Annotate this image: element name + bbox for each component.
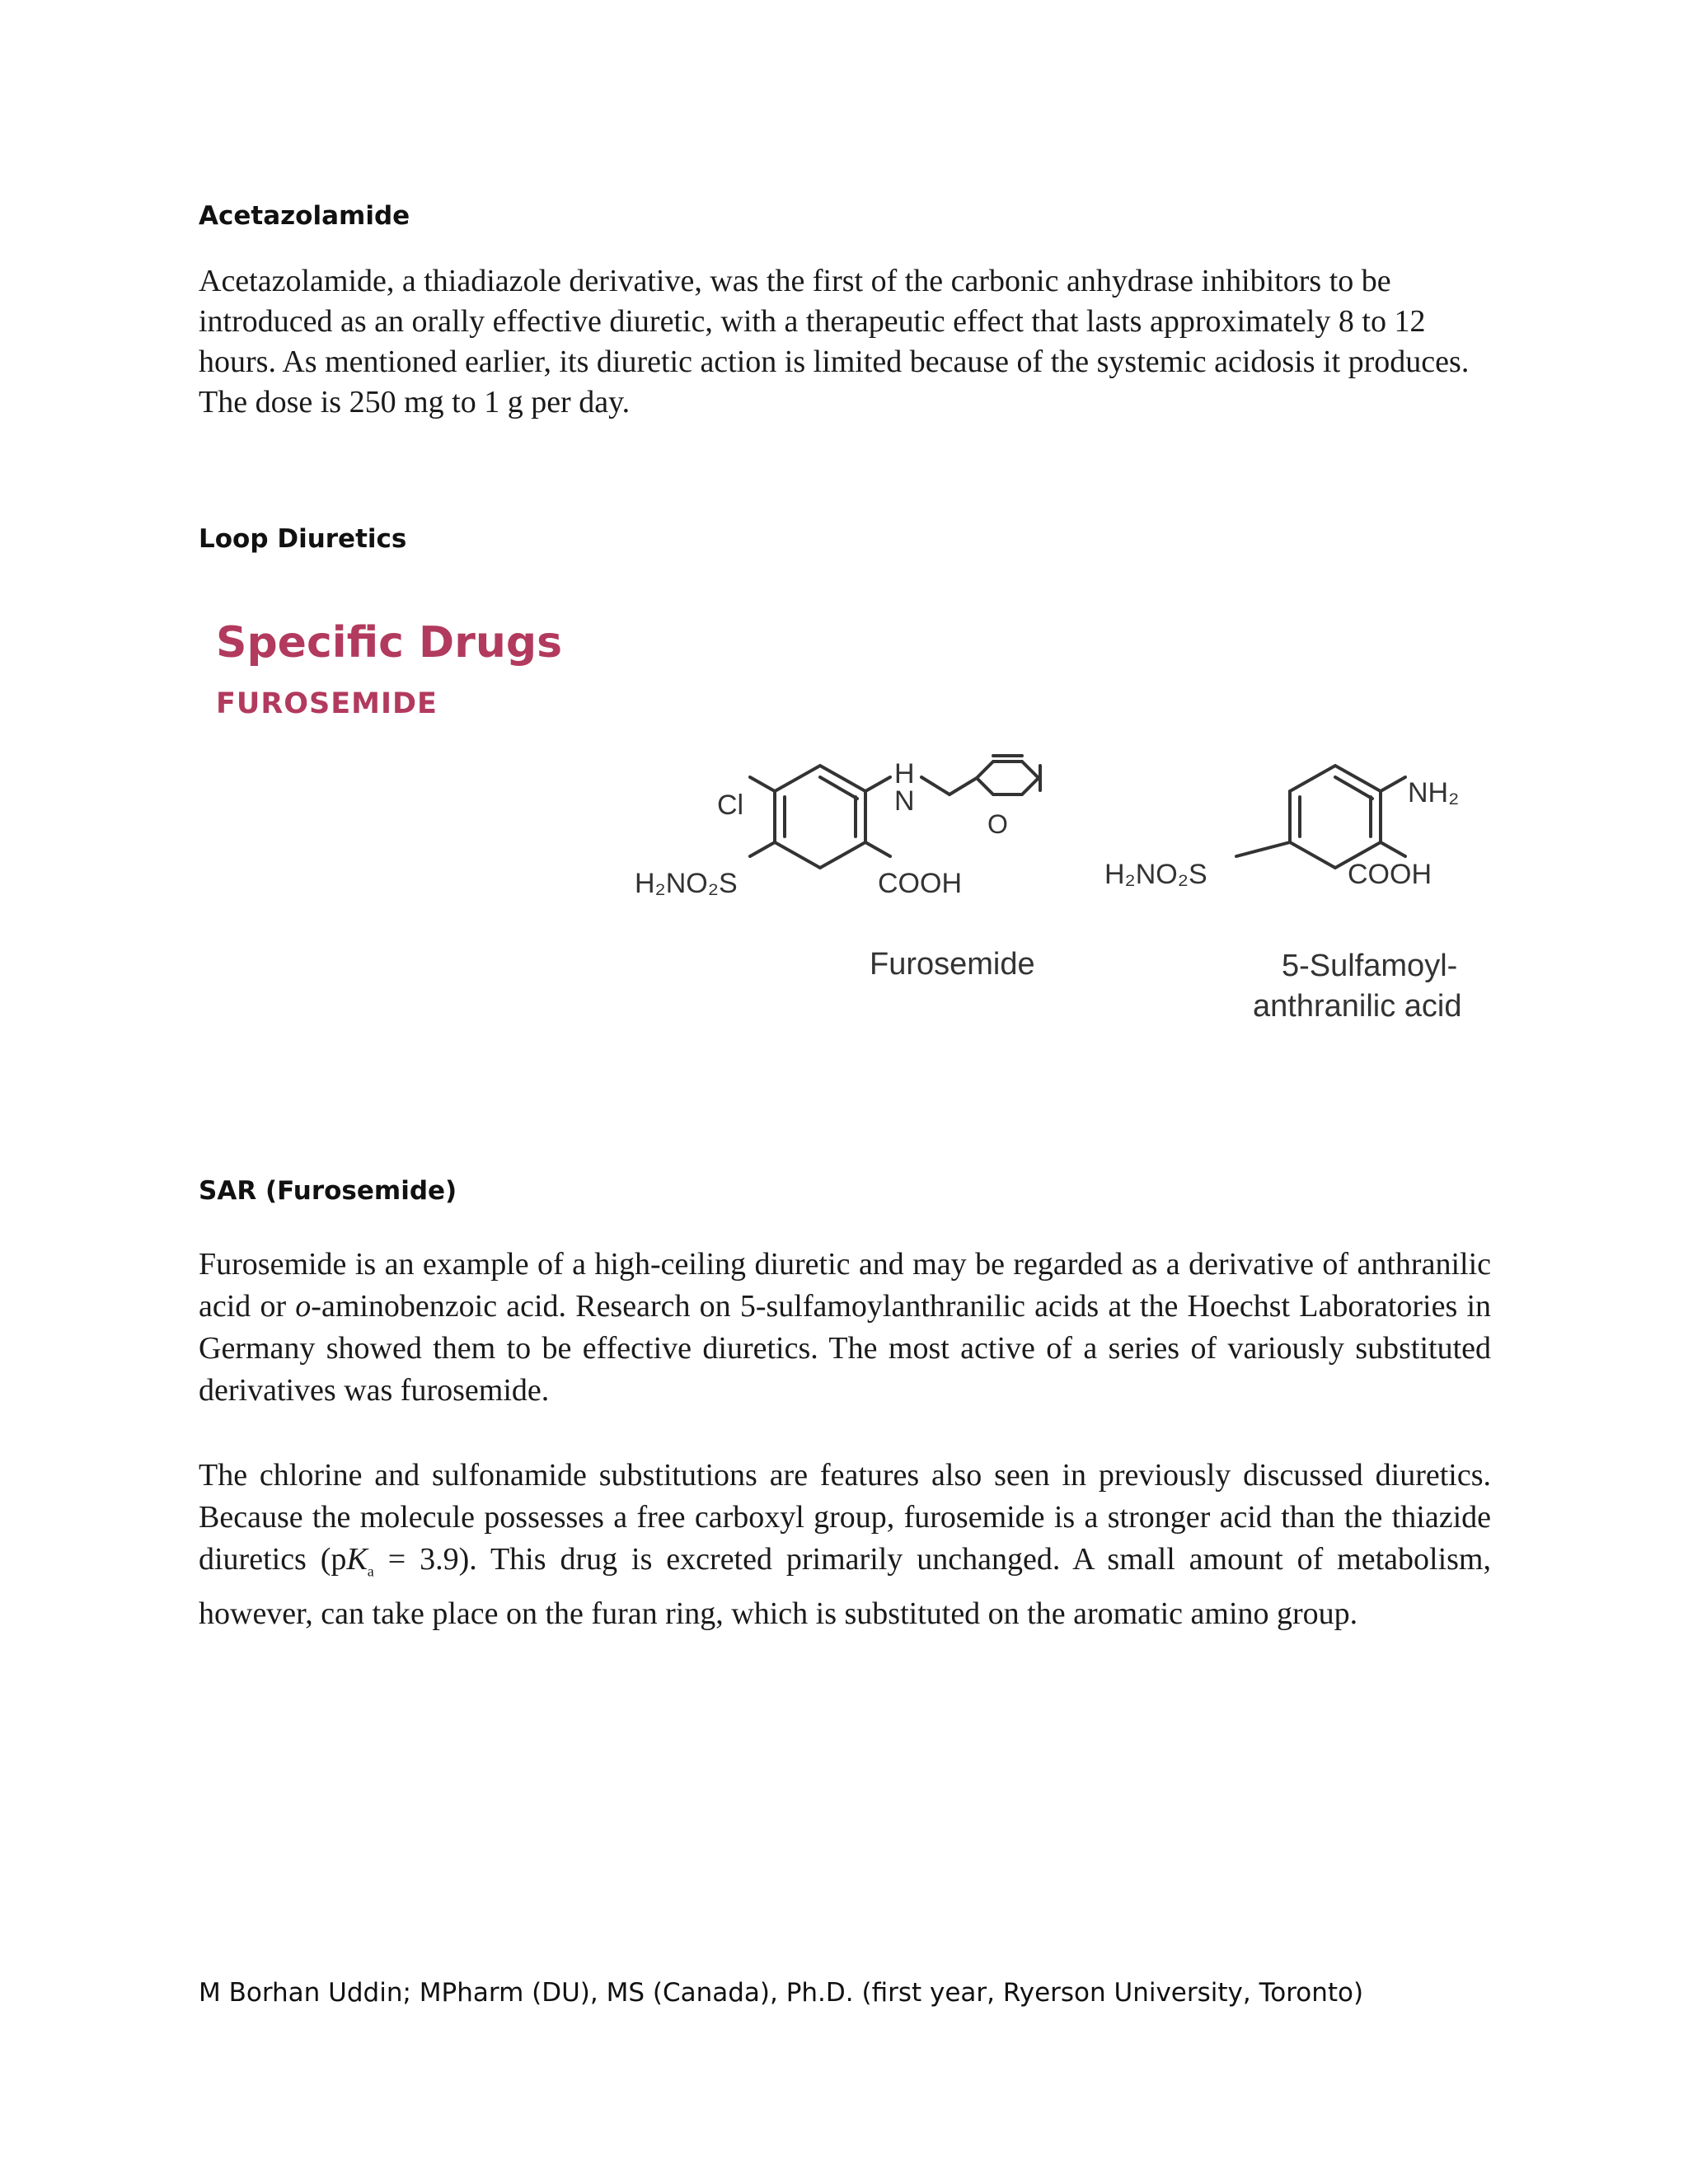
anthranilic-cooh: COOH: [1348, 859, 1432, 890]
anthranilic-nh2: NH₂: [1408, 777, 1460, 808]
paragraph-sar-2: The chlorine and sulfonamide substitutions are features also seen in previously discussed diuretics. Because the molecule possesses a free carboxyl group, furosemide is a stronger acid than the thiazide diuretics $(pK_a = 3.9)$. This drug is excreted primarily unchanged. A small amount of metabolism, however, can take place on the furan ring, which is substituted on the aromatic amino group.: [199, 1458, 1491, 1631]
footer-author: M Borhan Uddin; MPharm (DU), MS (Canada), Ph.D. (first year, Ryerson University, Toronto): [199, 1978, 1364, 2008]
heading-loop-diuretics: Loop Diuretics: [199, 524, 407, 554]
paragraph-sar-1: Furosemide is an example of a high-ceiling diuretic and may be regarded as a derivative of anthranilic acid or o-aminobenzoic acid. Research on 5-sulfamoylanthranilic acids at the Hoechst Laboratories in Germany showed them to be effective diuretics. The most active of a series of variously substituted derivatives was furosemide.: [199, 1247, 1491, 1408]
anthranilic-label-line1: 5-Sulfamoyl-: [1282, 949, 1458, 983]
furosemide-label: Furosemide: [870, 947, 1035, 982]
figure-title: Specific Drugs: [216, 618, 563, 668]
furosemide-n: N: [894, 785, 915, 817]
paragraph-acetazolamide: Acetazolamide, a thiadiazole derivative, was the first of the carbonic anhydrase inhibitors to be introduced as an orally effective diuretic, with a therapeutic effect that lasts approximately 8 to 12 hours. As mentioned earlier, its diuretic action is limited because of the systemic acidosis it produces. The dose is 250 mg to 1 g per day.: [199, 264, 1470, 419]
furosemide-o: O: [987, 809, 1008, 839]
heading-sar: SAR (Furosemide): [199, 1176, 457, 1206]
furosemide-cooh: COOH: [878, 868, 962, 899]
furosemide-h: H: [894, 758, 915, 790]
anthranilic-structure: [1236, 766, 1405, 868]
furosemide-sulfamoyl: H₂NO₂S: [635, 868, 738, 899]
structures-drawing: [206, 616, 1484, 1045]
anthranilic-sulfamoyl: H₂NO₂S: [1104, 859, 1207, 890]
anthranilic-label-line2: anthranilic acid: [1253, 989, 1462, 1024]
figure-subtitle: FUROSEMIDE: [216, 687, 438, 720]
figure-specific-drugs: [206, 616, 1484, 1045]
furosemide-cl: Cl: [717, 790, 744, 821]
heading-acetazolamide: Acetazolamide: [199, 201, 410, 231]
